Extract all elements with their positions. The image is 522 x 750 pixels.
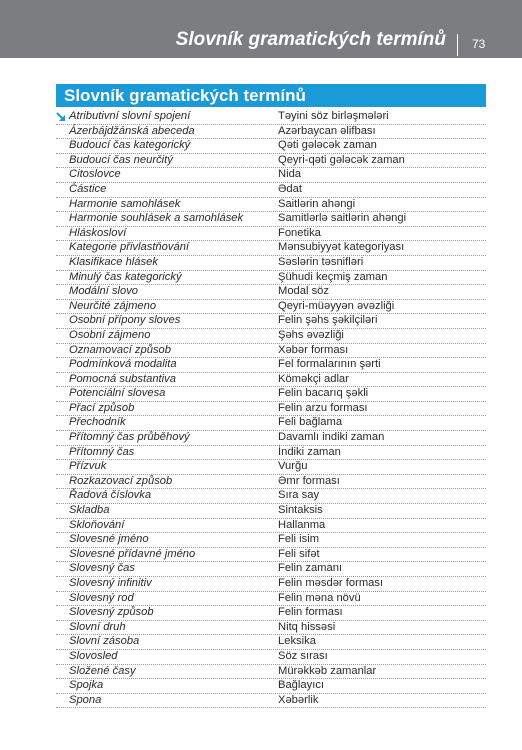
section-title-bar [56,84,486,107]
glossary-row [56,329,486,344]
term-czech: Částice [69,182,107,195]
term-azerbaijani: İndiki zaman [278,445,341,458]
term-czech: Řadová číslovka [69,489,152,502]
glossary-row [56,665,486,680]
glossary-row [56,183,486,198]
glossary-row [56,300,486,315]
glossary-row [56,635,486,650]
glossary-row [56,621,486,636]
glossary-row [56,562,486,577]
term-azerbaijani: Səslərin təsnifləri [278,255,364,268]
term-czech: Přací způsob [69,401,135,414]
term-czech: Skladba [69,504,110,517]
term-azerbaijani: Fel formalarının şərti [278,358,381,371]
glossary-row [56,227,486,242]
term-czech: Přítomný čas průběhový [69,431,190,444]
term-czech: Slovesný čas [69,562,135,575]
term-azerbaijani: Söz sırası [278,649,328,662]
term-czech: Přízvuk [69,460,107,473]
term-czech: Skloňování [69,518,125,531]
term-czech: Složené časy [69,664,136,677]
term-czech: Hláskosloví [69,226,127,239]
glossary-row [56,431,486,446]
glossary-list [56,110,486,708]
glossary-row [56,168,486,183]
glossary-row [56,519,486,534]
term-azerbaijani: Qəti gələcək zaman [278,139,377,152]
glossary-row [56,694,486,709]
term-czech: Osobní přípony sloves [69,314,181,327]
term-czech: Potenciální slovesa [69,387,166,400]
glossary-row [56,125,486,140]
term-azerbaijani: Mənsubiyyət kategoriyası [278,241,405,254]
glossary-row [56,489,486,504]
term-czech: Neurčité zájmeno [69,299,157,312]
term-czech: Klasifikace hlásek [69,255,158,268]
glossary-row [56,285,486,300]
term-azerbaijani: Şəhs əvəzliği [278,328,344,341]
section-title: Slovník gramatických termínů [64,86,306,105]
glossary-row [56,358,486,373]
term-azerbaijani: Felin zamanı [278,562,343,575]
term-czech: Oznamovací způsob [69,343,171,356]
term-czech: Podmínková modalita [69,358,177,371]
term-azerbaijani: Davamlı indiki zaman [278,431,385,444]
term-azerbaijani: Şühudi keçmiş zaman [278,270,388,283]
term-azerbaijani: Nitq hissəsi [278,620,336,633]
term-azerbaijani: Feli sifət [278,547,320,560]
term-czech: Slovesné jméno [69,533,149,546]
term-czech: Slovesný rod [69,591,134,604]
term-czech: Slovesné přídavné jméno [69,547,196,560]
glossary-row [56,256,486,271]
term-azerbaijani: Hallanma [278,518,326,531]
term-azerbaijani: Sıra say [278,489,320,502]
glossary-row [56,460,486,475]
term-azerbaijani: Modal söz [278,285,329,298]
glossary-row [56,110,486,125]
term-azerbaijani: Təyini söz birləşmələri [278,110,389,122]
term-czech: Harmonie souhlásek a samohlásek [69,212,244,225]
term-azerbaijani: Nida [278,168,302,181]
glossary-row [56,212,486,227]
term-azerbaijani: Felin bacarıq şəkli [278,387,369,400]
term-azerbaijani: Fonetika [278,226,321,239]
glossary-row [56,373,486,388]
glossary-row [56,533,486,548]
term-czech: Slovní druh [69,620,126,633]
term-azerbaijani: Felin arzu forması [278,401,368,414]
glossary-row [56,577,486,592]
term-czech: Modální slovo [69,285,139,298]
term-azerbaijani: Feli isim [278,533,320,546]
running-title: Slovník gramatických termínů [175,29,446,50]
term-czech: Spona [69,693,102,706]
glossary-row [56,387,486,402]
header-divider [457,34,458,56]
term-azerbaijani: Vurğu [278,460,308,473]
term-azerbaijani: Leksika [278,635,316,648]
page-number: 73 [472,37,486,51]
glossary-row [56,154,486,169]
glossary-row [56,504,486,519]
glossary-row [56,416,486,431]
term-azerbaijani: Felin şəhs şəkilçiləri [278,314,378,327]
glossary-row [56,475,486,490]
term-czech: Slovní zásoba [69,635,140,648]
term-czech: Přechodník [69,416,126,429]
term-azerbaijani: Mürəkkəb zamanlar [278,664,377,677]
term-czech: Rozkazovací způsob [69,474,173,487]
term-azerbaijani: Əmr forması [278,474,340,487]
term-czech: Přítomný čas [69,445,135,458]
glossary-row [56,344,486,359]
term-azerbaijani: Xəbərlik [278,693,319,706]
term-azerbaijani: Xəbər forması [278,343,349,356]
page-header-bar [0,0,522,58]
term-azerbaijani: Felin məna növü [278,591,361,604]
term-czech: Kategorie přivlastňování [69,241,190,254]
term-czech: Pomocná substantiva [69,372,176,385]
term-azerbaijani: Sintaksis [278,504,323,517]
arrow-down-right-icon [56,112,66,122]
term-azerbaijani: Feli bağlama [278,416,343,429]
term-azerbaijani: Qeyri-qəti gələcək zaman [278,153,405,166]
term-azerbaijani: Köməkçi adlar [278,372,349,385]
glossary-row [56,402,486,417]
term-czech: Citoslovce [69,168,121,181]
glossary-row [56,606,486,621]
glossary-row [56,198,486,213]
term-czech: Harmonie samohlásek [69,197,181,210]
term-czech: Slovosled [69,649,118,662]
term-azerbaijani: Bağlayıcı [278,679,325,692]
term-czech: Slovesný způsob [69,606,154,619]
term-czech: Budoucí čas kategorický [69,139,191,152]
term-azerbaijani: Qeyri-müəyyən əvəzliği [278,299,395,312]
term-azerbaijani: Samitlərlə saitlərin ahəngi [278,212,407,225]
term-czech: Osobní zájmeno [69,328,151,341]
glossary-row [56,679,486,694]
term-czech: Atributivní slovní spojení [69,110,191,122]
term-czech: Ázerbájdžánská abeceda [69,124,195,137]
term-czech: Minulý čas kategorický [69,270,182,283]
term-czech: Spojka [69,679,104,692]
glossary-row [56,592,486,607]
term-azerbaijani: Ədat [278,182,302,195]
term-czech: Budoucí čas neurčitý [69,153,173,166]
term-czech: Slovesný infinitiv [69,577,152,589]
glossary-row [56,314,486,329]
term-azerbaijani: Saitlərin ahəngi [278,197,356,210]
glossary-row [56,548,486,563]
glossary-row [56,271,486,286]
glossary-row [56,446,486,461]
glossary-row [56,241,486,256]
term-azerbaijani: Felin forması [278,606,343,619]
glossary-row [56,139,486,154]
glossary-row [56,650,486,665]
term-azerbaijani: Azərbaycan əlifbası [278,124,376,137]
term-azerbaijani: Felin məsdər forması [278,577,384,589]
